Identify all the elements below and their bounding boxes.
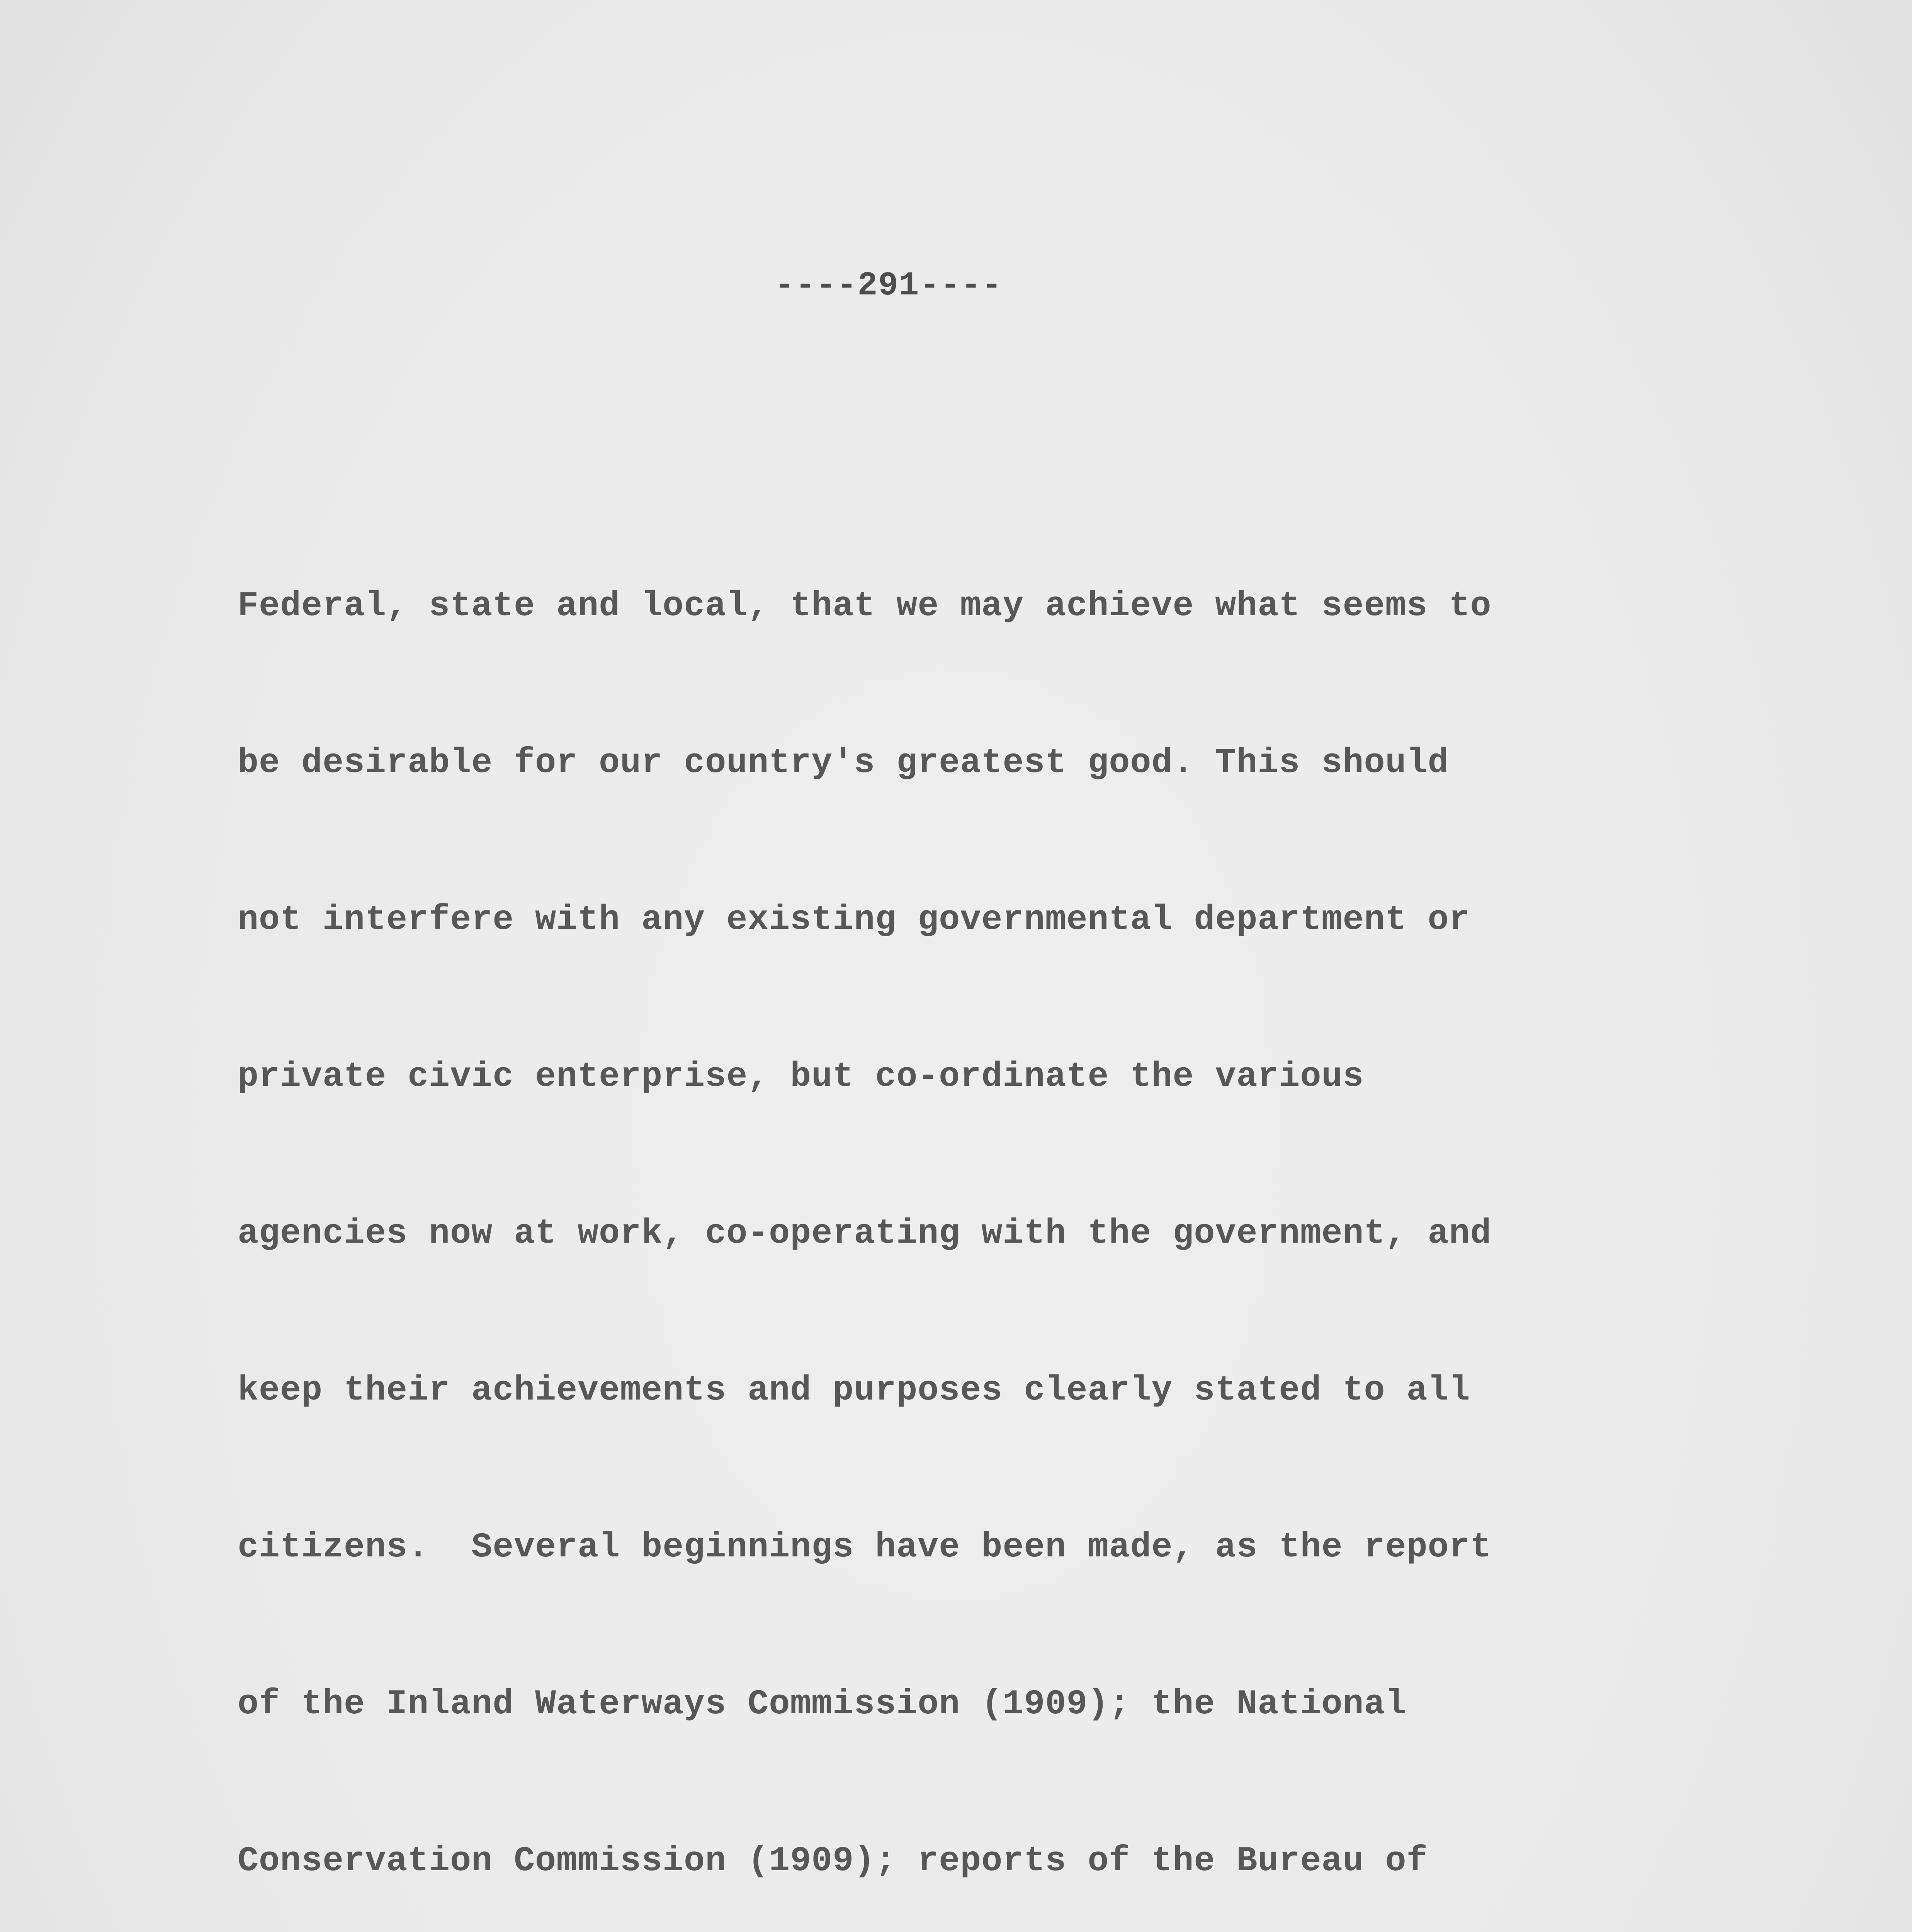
text-line: keep their achievements and purposes clearly stated to all (238, 1371, 1470, 1410)
text-line: Federal, state and local, that we may achieve what seems to (238, 587, 1492, 626)
page-number: ----291---- (775, 267, 1003, 304)
paragraph (238, 488, 1690, 1932)
text-line: be desirable for our country's greatest good. This should (238, 743, 1449, 783)
body-text (238, 410, 1690, 1932)
text-line: Conservation Commission (1909); reports of the Bureau of (238, 1842, 1428, 1881)
text-line: citizens. Several beginnings have been made, as the report (238, 1528, 1492, 1567)
text-line: of the Inland Waterways Commission (1909); the National (238, 1685, 1407, 1724)
text-line: private civic enterprise, but co-ordinate the various (238, 1057, 1364, 1097)
text-line: not interfere with any existing governmental department or (238, 900, 1470, 940)
text-line: agencies now at work, co-operating with the government, and (238, 1214, 1492, 1253)
